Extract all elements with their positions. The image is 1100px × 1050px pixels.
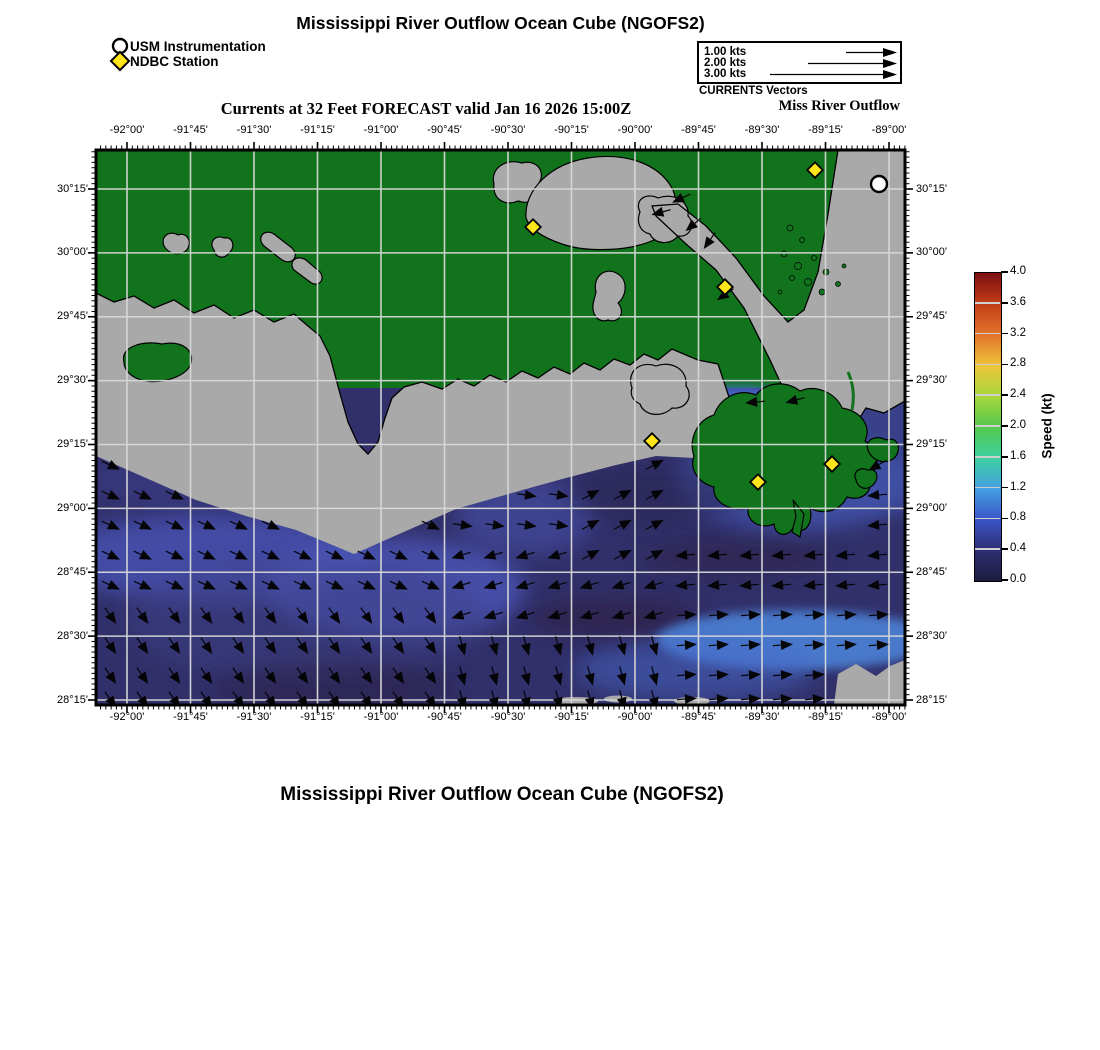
- colorbar-gridline-3: [975, 364, 1000, 366]
- lon-label-top-7: -90°15': [554, 124, 589, 136]
- colorbar-tick-6: [1001, 456, 1008, 458]
- vector-scale-box: [697, 41, 902, 84]
- legend-label-ndbc: NDBC Station: [130, 54, 219, 69]
- colorbar-tick-5: [1001, 425, 1008, 427]
- region-label: Miss River Outflow: [778, 98, 900, 114]
- lat-label-left-0: 30°15': [57, 182, 88, 195]
- colorbar-gridline-1: [975, 302, 1000, 304]
- lon-label-bottom-5: -90°45': [427, 711, 462, 723]
- colorbar-tick-4: [1001, 394, 1008, 396]
- footer-title: Mississippi River Outflow Ocean Cube (NGOFS2): [280, 784, 724, 805]
- vector-scale-caption: CURRENTS Vectors: [699, 85, 808, 97]
- colorbar: [974, 272, 1002, 582]
- colorbar-tick-label-5: 2.0: [1010, 419, 1026, 431]
- lat-label-right-0: 30°15': [916, 182, 947, 195]
- colorbar-tick-10: [1001, 579, 1008, 581]
- lon-label-top-2: -91°30': [236, 124, 272, 136]
- diamond-icon: [111, 52, 129, 70]
- lon-label-bottom-8: -90°00': [617, 711, 653, 723]
- lon-label-top-3: -91°15': [300, 124, 335, 136]
- lat-label-right-8: 28°15': [916, 693, 947, 706]
- lon-label-bottom-6: -90°30': [490, 711, 526, 723]
- lon-label-top-0: -92°00': [109, 124, 145, 136]
- colorbar-tick-7: [1001, 487, 1008, 489]
- lat-label-left-5: 29°00': [57, 501, 88, 514]
- lon-label-top-4: -91°00': [363, 124, 399, 136]
- colorbar-gridline-8: [975, 518, 1000, 520]
- lat-label-right-5: 29°00': [916, 501, 947, 514]
- lon-label-top-8: -90°00': [617, 124, 653, 136]
- lon-label-top-5: -90°45': [427, 124, 462, 136]
- lat-label-left-6: 28°45': [57, 565, 88, 578]
- lat-label-left-4: 29°15': [57, 438, 88, 450]
- colorbar-tick-1: [1001, 302, 1008, 304]
- lon-label-top-1: -91°45': [173, 124, 208, 136]
- lat-label-left-7: 28°30': [57, 629, 88, 642]
- vector-scale-3kt: 3.00 kts: [704, 68, 747, 80]
- lon-label-bottom-0: -92°00': [109, 711, 145, 723]
- colorbar-gridline-4: [975, 394, 1000, 396]
- lon-label-top-12: -89°00': [871, 124, 907, 136]
- colorbar-tick-8: [1001, 518, 1008, 520]
- colorbar-tick-label-8: 0.8: [1010, 511, 1026, 524]
- colorbar-gridline-7: [975, 487, 1000, 489]
- lon-label-bottom-1: -91°45': [173, 711, 208, 723]
- lat-label-right-4: 29°15': [916, 438, 947, 450]
- lon-label-bottom-11: -89°15': [808, 711, 843, 723]
- colorbar-tick-label-1: 3.6: [1010, 295, 1026, 308]
- vector-scale-1kt: 1.00 kts: [704, 46, 747, 58]
- usm-station-marker-0: [871, 176, 887, 192]
- colorbar-tick-2: [1001, 333, 1008, 335]
- colorbar-tick-label-2: 3.2: [1010, 326, 1026, 339]
- page-title: Mississippi River Outflow Ocean Cube (NGOFS2): [296, 13, 705, 33]
- colorbar-gridline-6: [975, 456, 1000, 458]
- colorbar-tick-label-7: 1.2: [1010, 480, 1026, 493]
- lat-label-left-8: 28°15': [57, 693, 88, 706]
- lat-label-left-2: 29°45': [57, 310, 88, 323]
- lat-label-left-3: 29°30': [57, 374, 88, 387]
- colorbar-tick-label-4: 2.4: [1010, 388, 1026, 401]
- colorbar-gridline-2: [975, 333, 1000, 335]
- lon-label-bottom-3: -91°15': [300, 711, 335, 723]
- colorbar-tick-9: [1001, 548, 1008, 550]
- lon-label-bottom-10: -89°30': [744, 711, 780, 723]
- colorbar-tick-label-0: 4.0: [1010, 265, 1026, 277]
- colorbar-tick-label-9: 0.4: [1010, 542, 1026, 555]
- lat-label-right-3: 29°30': [916, 374, 947, 387]
- lon-label-top-11: -89°15': [808, 124, 843, 136]
- colorbar-tick-0: [1001, 271, 1008, 273]
- lat-label-right-2: 29°45': [916, 310, 947, 323]
- forecast-subtitle: Currents at 32 Feet FORECAST valid Jan 16 2026 15:00Z: [220, 99, 632, 118]
- legend-label-usm: USM Instrumentation: [130, 39, 266, 54]
- lon-label-bottom-9: -89°45': [681, 711, 716, 723]
- lon-label-top-9: -89°45': [681, 124, 716, 136]
- lon-label-bottom-12: -89°00': [871, 711, 907, 723]
- colorbar-gridline-5: [975, 425, 1000, 427]
- lat-label-left-1: 30°00': [57, 246, 88, 259]
- lon-label-bottom-4: -91°00': [363, 711, 399, 723]
- colorbar-gridline-9: [975, 548, 1000, 550]
- lon-label-top-6: -90°30': [490, 124, 526, 136]
- lon-label-bottom-7: -90°15': [554, 711, 589, 723]
- colorbar-tick-label-10: 0.0: [1010, 573, 1026, 585]
- colorbar-tick-label-6: 1.6: [1010, 449, 1026, 462]
- colorbar-tick-label-3: 2.8: [1010, 357, 1026, 370]
- map-canvas: [96, 150, 905, 705]
- lat-label-right-7: 28°30': [916, 629, 947, 642]
- lon-label-top-10: -89°30': [744, 124, 780, 136]
- vector-scale-2kt: 2.00 kts: [704, 57, 747, 69]
- lon-label-bottom-2: -91°30': [236, 711, 272, 723]
- lat-label-right-6: 28°45': [916, 565, 947, 578]
- colorbar-label: Speed (kt): [1039, 393, 1055, 459]
- lat-label-right-1: 30°00': [916, 246, 947, 259]
- colorbar-tick-3: [1001, 364, 1008, 366]
